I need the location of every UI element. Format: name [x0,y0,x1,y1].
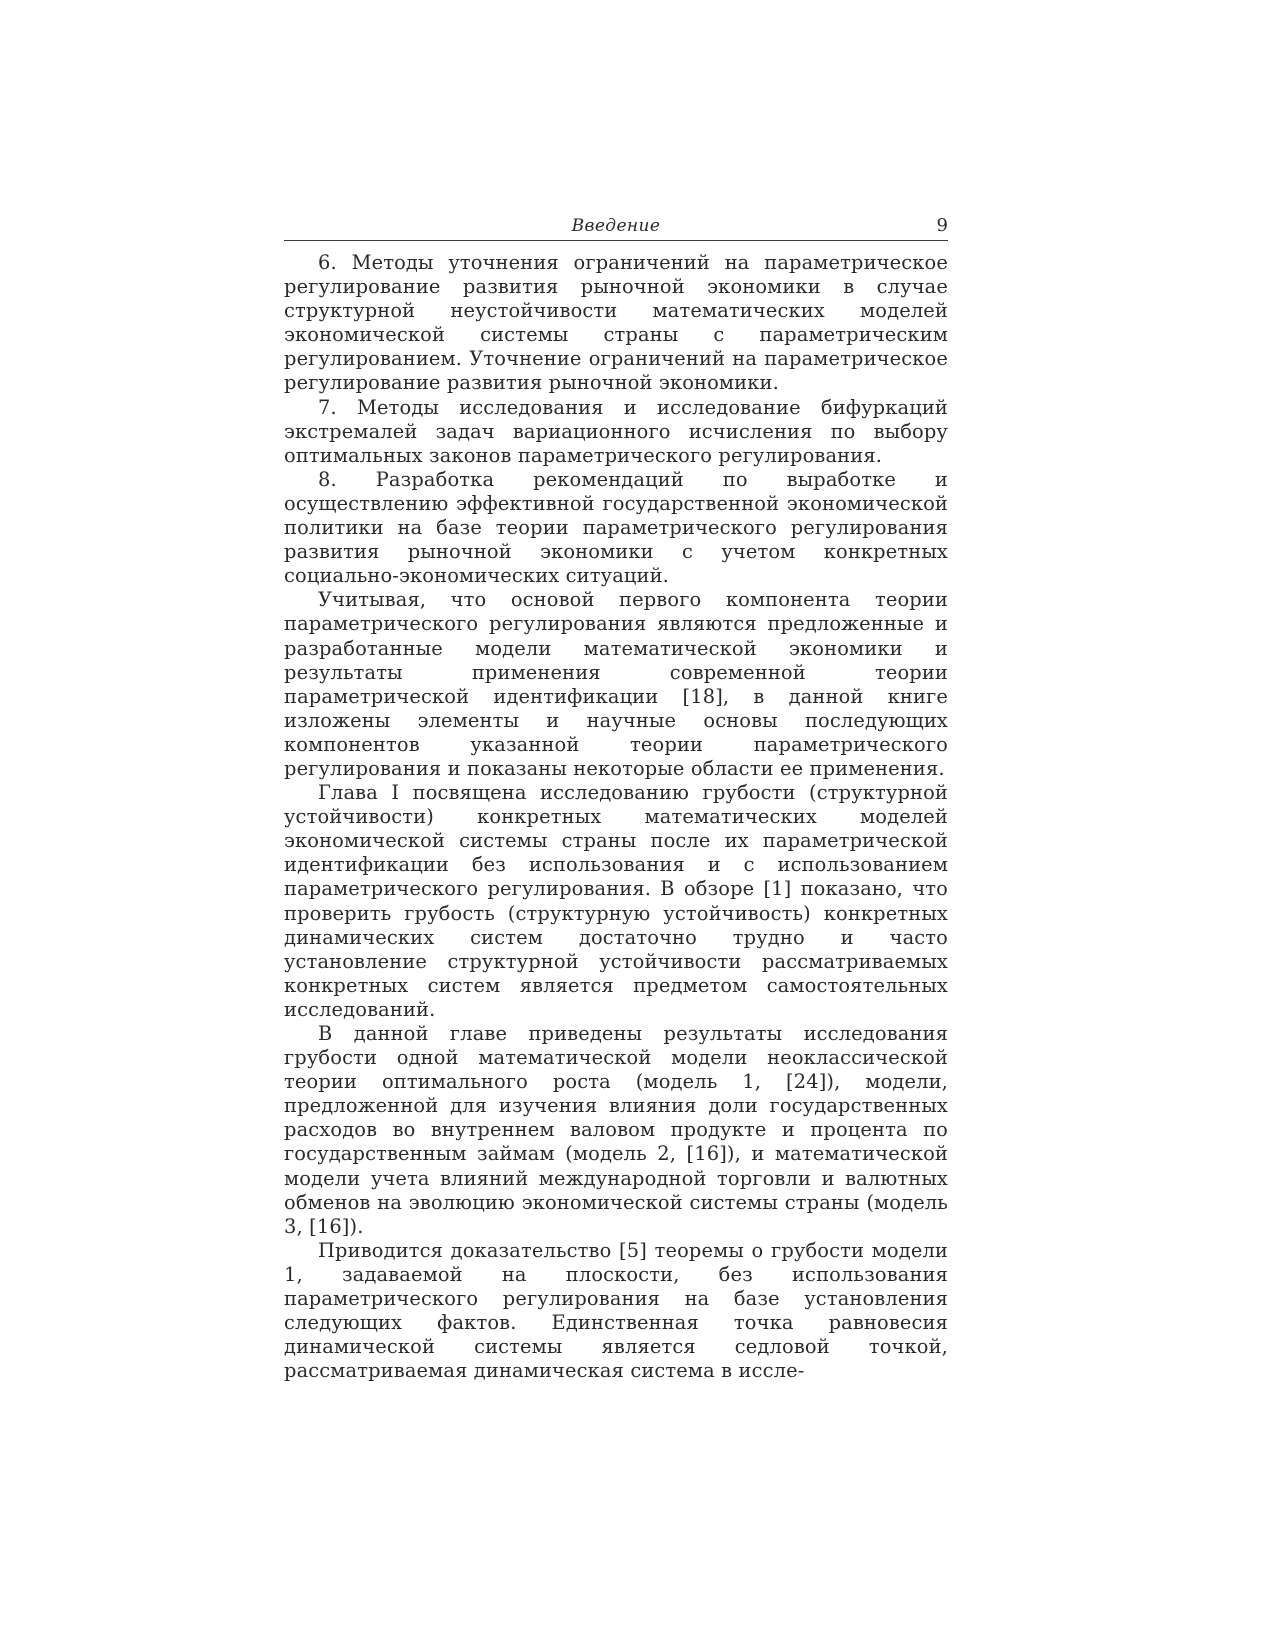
body-text [284,251,948,1383]
page-number: 9 [936,215,948,236]
paragraph-this-chapter: В данной главе приведены результаты исследования грубости одной математической модели неоклассической теории оптимального роста (модель 1, [24]), модели, предложенной для изучения влияния доли государственных расходов во внутреннем валовом продукте и процента по государственным займам (модель 2, [16]), и математической модели учета влияний международной торговли и валютных обменов на эволюцию экономической системы страны (модель 3, [16]). [284,1022,948,1238]
paragraph-item-7: 7. Методы исследования и исследование бифуркаций экстремалей задач вариационного исчисления по выбору оптимальных законов параметрического регулирования. [284,395,948,467]
paragraph-item-8: 8. Разработка рекомендаций по выработке и осуществлению эффективной государственной экономической политики на базе теории параметрического регулирования развития рыночной экономики с учетом конкретных социально-экономических ситуаций. [284,467,948,588]
paragraph-item-6: 6. Методы уточнения ограничений на параметрическое регулирование развития рыночной экономики в случае структурной неустойчивости математических моделей экономической системы страны с параметрическим регулированием. Уточнение ограничений на параметрическое регулирование развития рыночной экономики. [284,251,948,395]
book-page [284,210,948,1383]
running-header [284,210,948,241]
paragraph-considering: Учитывая, что основой первого компонента теории параметрического регулирования являются предложенные и разработанные модели математической экономики и результаты применения современной теории параметрической идентификации [18], в данной книге изложены элементы и научные основы последующих компонентов указанной теории параметрического регулирования и показаны некоторые области ее применения. [284,588,948,780]
paragraph-proof: Приводится доказательство [5] теоремы о грубости модели 1, задаваемой на плоскости, без использования параметрического регулирования на базе установления следующих фактов. Единственная точка равновесия динамической системы является седловой точкой, рассматриваемая динамическая система в иссле- [284,1238,948,1383]
paragraph-chapter-one: Глава I посвящена исследованию грубости (структурной устойчивости) конкретных математических моделей экономической системы страны после их параметрической идентификации без использования и с использованием параметрического регулирования. В обзоре [1] показано, что проверить грубость (структурную устойчивость) конкретных динамических систем достаточно трудно и часто установление структурной устойчивости рассматриваемых конкретных систем является предметом самостоятельных исследований. [284,781,948,1021]
running-title: Введение [571,216,661,236]
